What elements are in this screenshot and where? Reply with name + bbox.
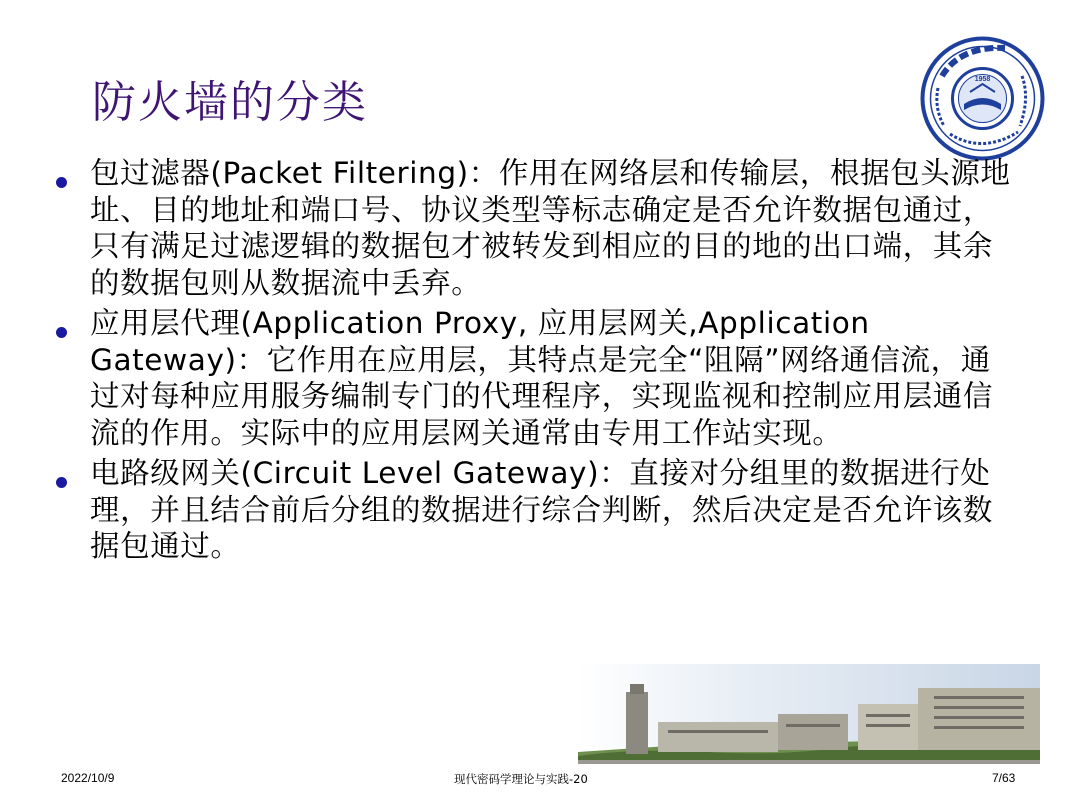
footer-course-title: 现代密码学理论与实践-20 (454, 772, 588, 786)
bullet-dot-icon (56, 477, 67, 488)
bullet-item (52, 455, 1012, 565)
bullet-dot-icon (56, 327, 67, 338)
bullet-text: 电路级网关(Circuit Level Gateway)：直接对分组里的数据进行处理，并且结合前后分组的数据进行综合判断，然后决定是否允许该数据包通过。 (90, 456, 994, 563)
university-seal-icon (920, 36, 1045, 161)
bullet-text: 应用层代理(Application Proxy, 应用层网关,Application Gateway)：它作用在应用层，其特点是完全“阻隔”网络通信流，通过对每种应用服务编制专门的代理程序，实现监视和控制应用层通信流的作用。实际中的应用层网关通常由专用工作站实现。 (90, 306, 994, 450)
bullet-list (52, 155, 1012, 569)
footer-date: 2022/10/9 (61, 771, 115, 785)
slide-title: 防火墙的分类 (92, 77, 368, 128)
bullet-item (52, 305, 1012, 451)
seal-year: 1958 (974, 76, 991, 83)
bullet-item (52, 155, 1012, 301)
bullet-dot-icon (56, 177, 67, 188)
campus-buildings-icon (578, 664, 1040, 764)
bullet-text: 包过滤器(Packet Filtering)：作用在网络层和传输层，根据包头源地址、目的地址和端口号、协议类型等标志确定是否允许数据包通过，只有满足过滤逻辑的数据包才被转发到相应的目的地的出口端，其余的数据包则从数据流中丢弃。 (90, 156, 1011, 300)
footer-page-number: 7/63 (992, 771, 1016, 785)
